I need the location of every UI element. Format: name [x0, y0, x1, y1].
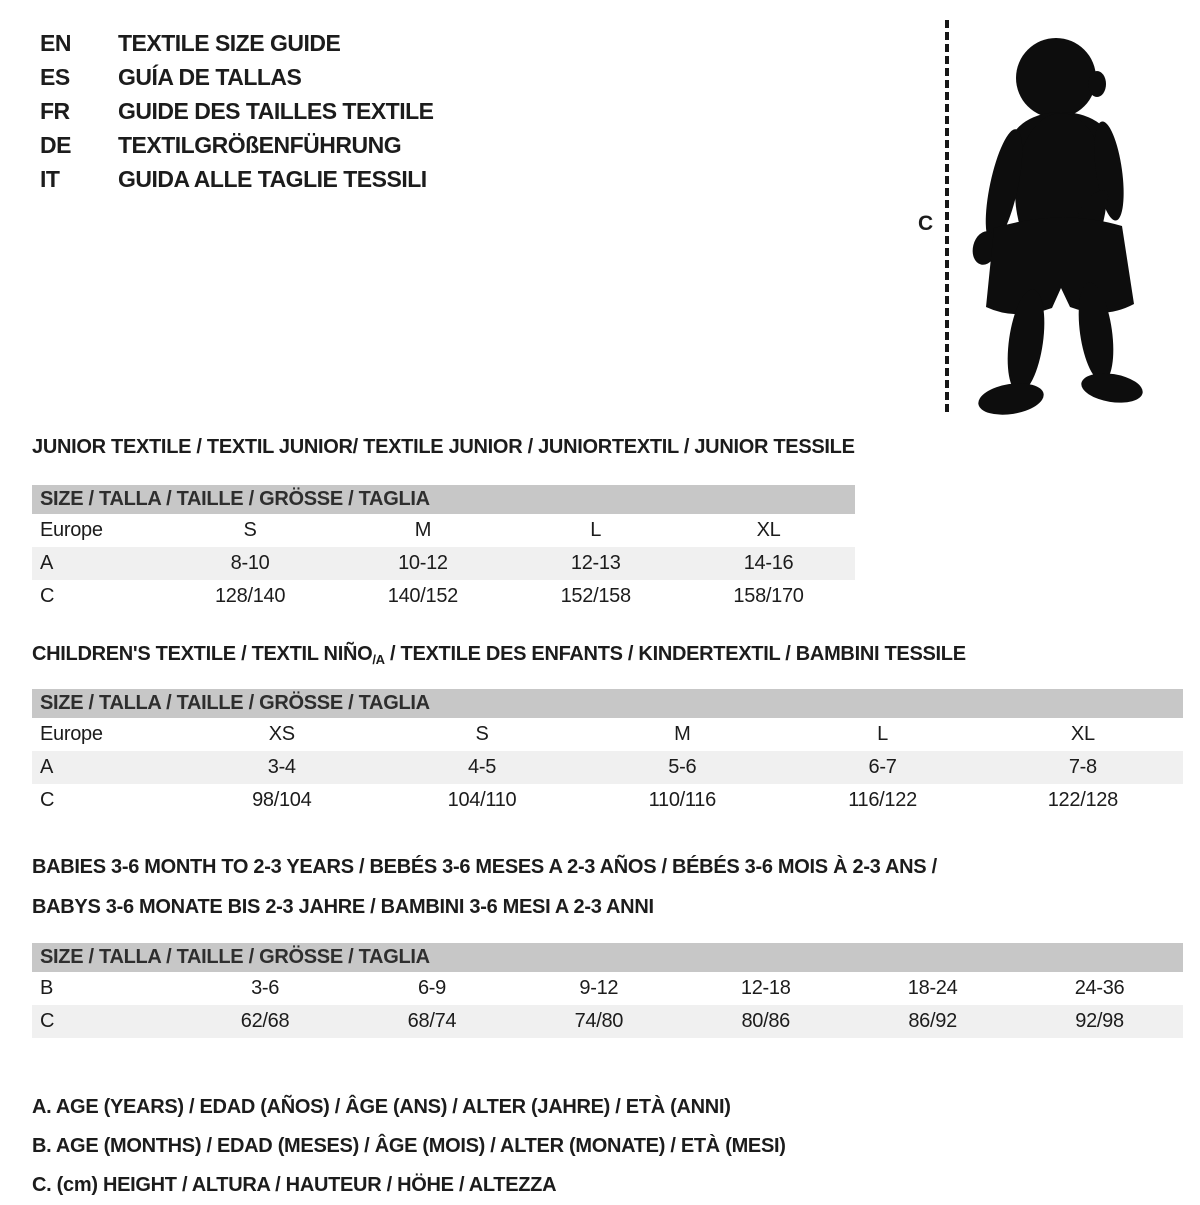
- size-cell: XS: [268, 723, 295, 745]
- legend: [32, 1088, 1183, 1205]
- height-cell: 104/110: [447, 789, 517, 811]
- height-measure-label: C: [918, 212, 934, 235]
- children-size-table: [32, 689, 1183, 817]
- row-label: A: [32, 751, 182, 784]
- guide-title-en: TEXTILE SIZE GUIDE: [118, 30, 341, 56]
- age-cell: 14-16: [682, 547, 855, 580]
- size-cell: XL: [756, 519, 781, 541]
- legend-height-cm: C. (cm) HEIGHT / ALTURA / HAUTEUR / HÖHE / ALTEZZA: [32, 1174, 557, 1196]
- language-code: EN: [40, 30, 71, 56]
- age-cell: 8-10: [164, 547, 337, 580]
- junior-row-age: [32, 547, 855, 580]
- guide-title-fr: GUIDE DES TAILLES TEXTILE: [118, 98, 434, 124]
- size-header-label: SIZE / TALLA / TAILLE / GRÖSSE / TAGLIA: [32, 943, 1183, 972]
- height-cell: 62/68: [182, 1005, 349, 1038]
- toddler-silhouette-icon: [964, 16, 1149, 416]
- children-title-main: CHILDREN'S TEXTILE / TEXTIL NIÑO: [32, 643, 373, 665]
- height-cell: 110/116: [648, 789, 716, 811]
- children-title-subscript: /A: [372, 652, 385, 667]
- guide-title-de: TEXTILGRÖßENFÜHRUNG: [118, 132, 402, 158]
- children-row-europe: [32, 718, 1183, 751]
- babies-title-line1: BABIES 3-6 MONTH TO 2-3 YEARS / BEBÉS 3-6 MESES A 2-3 AÑOS / BÉBÉS 3-6 MOIS À 2-3 ANS /: [32, 856, 937, 878]
- language-row-fr: [40, 94, 434, 128]
- height-cell: 68/74: [349, 1005, 516, 1038]
- language-row-es: [40, 60, 434, 94]
- size-header-row: [32, 485, 855, 514]
- size-cell: S: [243, 519, 257, 541]
- row-label: C: [40, 585, 55, 607]
- size-cell: S: [475, 723, 489, 745]
- language-code: FR: [40, 98, 70, 124]
- row-label: C: [40, 789, 55, 811]
- children-row-height: [32, 784, 1183, 817]
- height-cell: 80/86: [682, 1005, 849, 1038]
- height-cell: 128/140: [214, 585, 286, 607]
- height-measure-figure: [918, 16, 1150, 418]
- row-label: B: [40, 977, 54, 999]
- height-cell: 122/128: [1047, 789, 1118, 811]
- babies-size-table: [32, 943, 1183, 1038]
- language-row-de: [40, 128, 434, 162]
- size-cell: M: [674, 723, 691, 745]
- size-header-label: SIZE / TALLA / TAILLE / GRÖSSE / TAGLIA: [32, 689, 1183, 718]
- months-cell: 18-24: [907, 977, 958, 999]
- age-cell: 3-4: [182, 751, 382, 784]
- size-cell: L: [877, 723, 888, 745]
- language-code: ES: [40, 64, 70, 90]
- row-label: C: [32, 1005, 182, 1038]
- size-header-row: [32, 689, 1183, 718]
- age-cell: 5-6: [582, 751, 782, 784]
- age-cell: 10-12: [336, 547, 509, 580]
- junior-row-height: [32, 580, 855, 613]
- months-cell: 9-12: [579, 977, 619, 999]
- size-header-label: SIZE / TALLA / TAILLE / GRÖSSE / TAGLIA: [32, 485, 855, 514]
- height-cell: 158/170: [733, 585, 804, 607]
- row-label: Europe: [40, 723, 103, 745]
- height-cell: 116/122: [848, 789, 917, 811]
- guide-title-it: GUIDA ALLE TAGLIE TESSILI: [118, 166, 427, 192]
- babies-section-title: [32, 847, 1183, 927]
- language-title-list: [40, 26, 434, 196]
- header-area: [32, 0, 1183, 420]
- size-cell: M: [414, 519, 432, 541]
- children-section: [32, 643, 1183, 817]
- age-cell: 4-5: [382, 751, 582, 784]
- babies-section: [32, 847, 1183, 1038]
- height-cell: 92/98: [1016, 1005, 1183, 1038]
- children-title-rest: / TEXTILE DES ENFANTS / KINDERTEXTIL / BAMBINI TESSILE: [384, 643, 966, 665]
- age-cell: 12-13: [509, 547, 682, 580]
- legend-age-months: B. AGE (MONTHS) / EDAD (MESES) / ÂGE (MOIS) / ALTER (MONATE) / ETÀ (MESI): [32, 1135, 786, 1157]
- row-label: A: [32, 547, 164, 580]
- height-cell: 152/158: [560, 585, 631, 607]
- months-cell: 3-6: [251, 977, 280, 999]
- row-label: Europe: [40, 519, 103, 541]
- height-cell: 86/92: [849, 1005, 1016, 1038]
- language-code: IT: [40, 166, 60, 192]
- legend-age-years: A. AGE (YEARS) / EDAD (AÑOS) / ÂGE (ANS) / ALTER (JAHRE) / ETÀ (ANNI): [32, 1096, 731, 1118]
- months-cell: 6-9: [417, 977, 446, 999]
- babies-row-months: [32, 972, 1183, 1005]
- junior-section: [32, 436, 1183, 613]
- babies-title-line2: BABYS 3-6 MONATE BIS 2-3 JAHRE / BAMBINI 3-6 MESI A 2-3 ANNI: [32, 896, 654, 918]
- children-row-age: [32, 751, 1183, 784]
- language-row-en: [40, 26, 434, 60]
- children-section-title: [32, 643, 1183, 667]
- age-cell: 6-7: [782, 751, 982, 784]
- months-cell: 24-36: [1074, 977, 1125, 999]
- size-header-row: [32, 943, 1183, 972]
- language-row-it: [40, 162, 434, 196]
- junior-row-europe: [32, 514, 855, 547]
- height-measure-dashed-line: [945, 20, 949, 412]
- height-cell: 74/80: [515, 1005, 682, 1038]
- height-cell: 140/152: [387, 585, 458, 607]
- babies-row-height: [32, 1005, 1183, 1038]
- months-cell: 12-18: [740, 977, 791, 999]
- size-cell: XL: [1070, 723, 1095, 745]
- junior-section-title: JUNIOR TEXTILE / TEXTIL JUNIOR/ TEXTILE JUNIOR / JUNIORTEXTIL / JUNIOR TESSILE: [32, 436, 855, 458]
- guide-title-es: GUÍA DE TALLAS: [118, 64, 302, 90]
- size-cell: L: [590, 519, 602, 541]
- height-cell: 98/104: [252, 789, 312, 811]
- age-cell: 7-8: [983, 751, 1183, 784]
- junior-size-table: [32, 485, 855, 613]
- language-code: DE: [40, 132, 71, 158]
